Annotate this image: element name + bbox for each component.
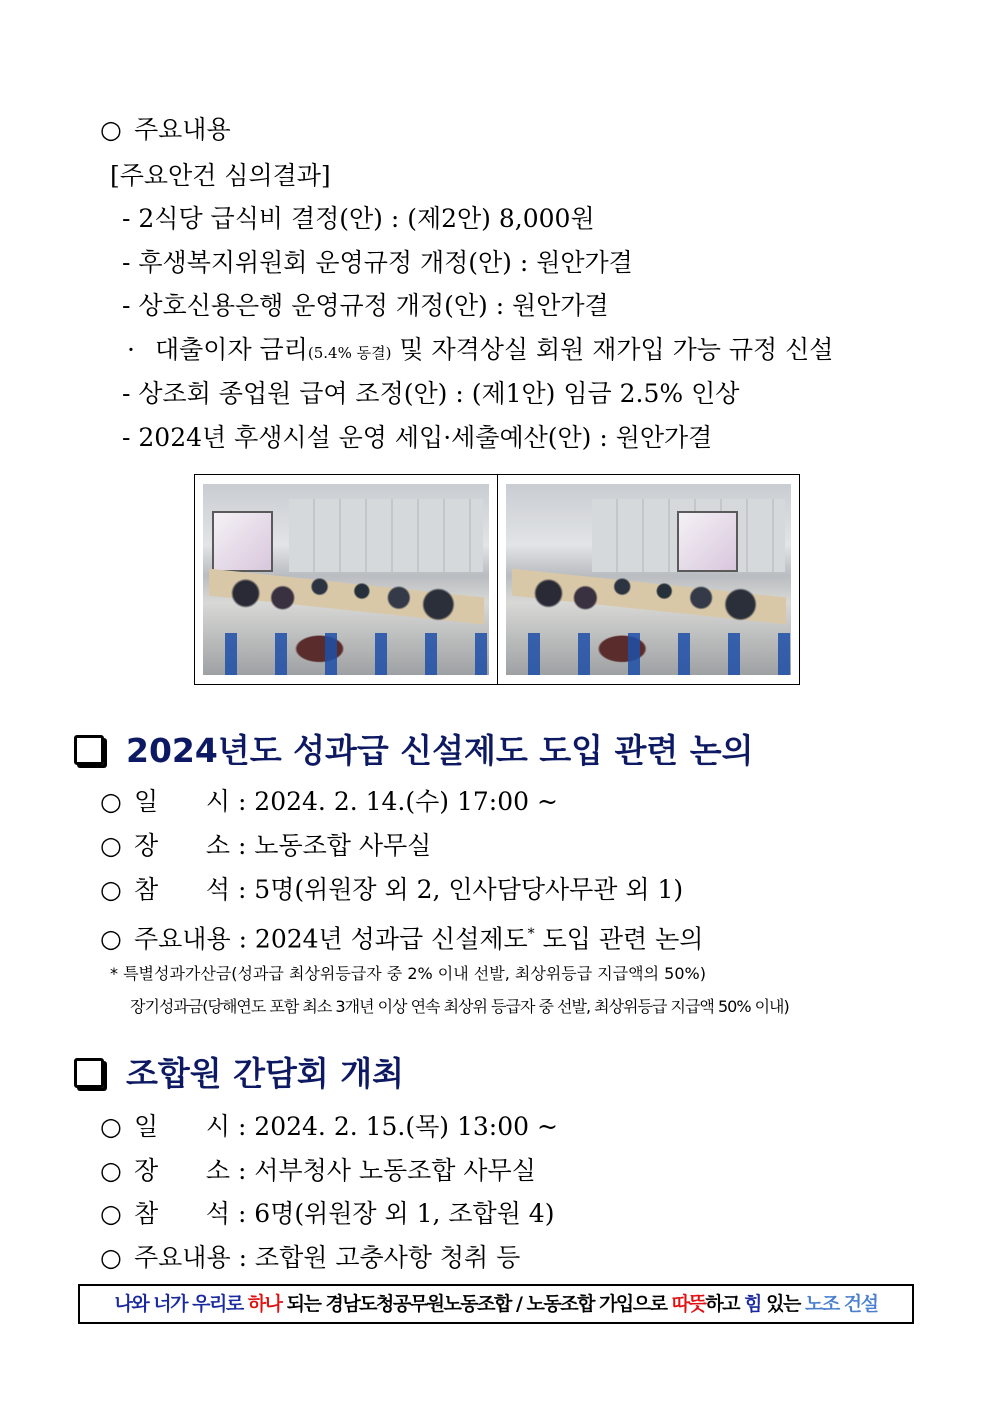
info-row-content: ○ 주요내용 : 2024년 성과급 신설제도* 도입 관련 논의: [100, 924, 704, 954]
bracket-title: [주요안건 심의결과]: [110, 161, 331, 190]
meeting-photo-left: [203, 484, 489, 675]
agenda-item-3: - 상호신용은행 운영규정 개정(안) : 원안가결: [122, 291, 609, 320]
agenda-item-2: - 후생복지위원회 운영규정 개정(안) : 원안가결: [122, 248, 633, 277]
slogan-banner: [78, 1284, 914, 1324]
info-row-place-2: ○ 장 소 : 서부청사 노동조합 사무실: [100, 1156, 536, 1185]
slogan-part: 힘: [744, 1293, 762, 1315]
dot-bullet-icon: ·: [127, 335, 135, 364]
circle-bullet-icon: ○: [100, 115, 122, 144]
photo-cell-right: [497, 475, 799, 684]
slogan-part: 되는 경남도청공무원노동조합 / 노동조합 가입으로: [281, 1293, 672, 1315]
sub-item-text-a: 대출이자 금리: [155, 335, 308, 364]
agenda-item-5: - 2024년 후생시설 운영 세입·세출예산(안) : 원안가결: [122, 423, 713, 452]
info-row-date: ○ 일 시 : 2024. 2. 14.(수) 17:00 ~: [100, 787, 558, 816]
section-title-member-meeting: 조합원 간담회 개최: [74, 1054, 404, 1094]
slogan-part: 하고: [705, 1293, 745, 1315]
footnote-mark: *: [527, 926, 535, 942]
section-title-performance-bonus: 2024년도 성과급 신설제도 도입 관련 논의: [74, 731, 753, 771]
footnote-1: * 특별성과가산금(성과급 최상위등급자 중 2% 이내 선발, 최상위등급 지급액의 50%): [110, 964, 706, 983]
circle-bullet-icon: ○: [100, 787, 122, 816]
slogan-part: 하나: [247, 1293, 282, 1315]
info-row-content-2: ○ 주요내용 : 조합원 고충사항 청취 등: [100, 1243, 521, 1272]
meeting-photos: [194, 474, 800, 685]
info-row-attendees-2: ○ 참 석 : 6명(위원장 외 1, 조합원 4): [100, 1199, 555, 1228]
agenda-item-1: - 2식당 급식비 결정(안) : (제2안) 8,000원: [122, 204, 595, 233]
circle-bullet-icon: ○: [100, 1112, 122, 1141]
info-row-date-2: ○ 일 시 : 2024. 2. 15.(목) 13:00 ~: [100, 1112, 558, 1141]
slogan-part: 있는: [761, 1293, 805, 1315]
photo-cell-left: [195, 475, 497, 684]
slogan-part: 노조 건설: [804, 1293, 878, 1315]
agenda-item-4: - 상조회 종업원 급여 조정(안) : (제1안) 임금 2.5% 인상: [122, 379, 740, 408]
circle-bullet-icon: ○: [100, 875, 122, 904]
info-row-place: ○ 장 소 : 노동조합 사무실: [100, 831, 432, 860]
circle-bullet-icon: ○: [100, 1243, 122, 1272]
sub-item-small-text: (5.4% 동결): [307, 344, 392, 362]
checkbox-square-icon: [74, 1058, 104, 1088]
meeting-photo-right: [506, 484, 791, 675]
slogan-part: 나와 너가 우리로: [114, 1293, 248, 1315]
circle-bullet-icon: ○: [100, 1199, 122, 1228]
agenda-sub-item: [127, 334, 833, 369]
checkbox-square-icon: [74, 735, 104, 765]
circle-bullet-icon: ○: [100, 924, 122, 954]
sub-item-text-b: 및 자격상실 회원 재가입 가능 규정 신설: [391, 335, 834, 364]
info-row-attendees: ○ 참 석 : 5명(위원장 외 2, 인사담당사무관 외 1): [100, 875, 684, 904]
circle-bullet-icon: ○: [100, 1156, 122, 1185]
circle-bullet-icon: ○: [100, 831, 122, 860]
footnote-2: 장기성과금(당해연도 포함 최소 3개년 이상 연속 최상위 등급자 중 선발, 최상위등급 지급액 50% 이내): [130, 997, 789, 1016]
slogan-part: 따뜻: [671, 1293, 706, 1315]
main-content-label: ○ 주요내용: [100, 115, 231, 144]
